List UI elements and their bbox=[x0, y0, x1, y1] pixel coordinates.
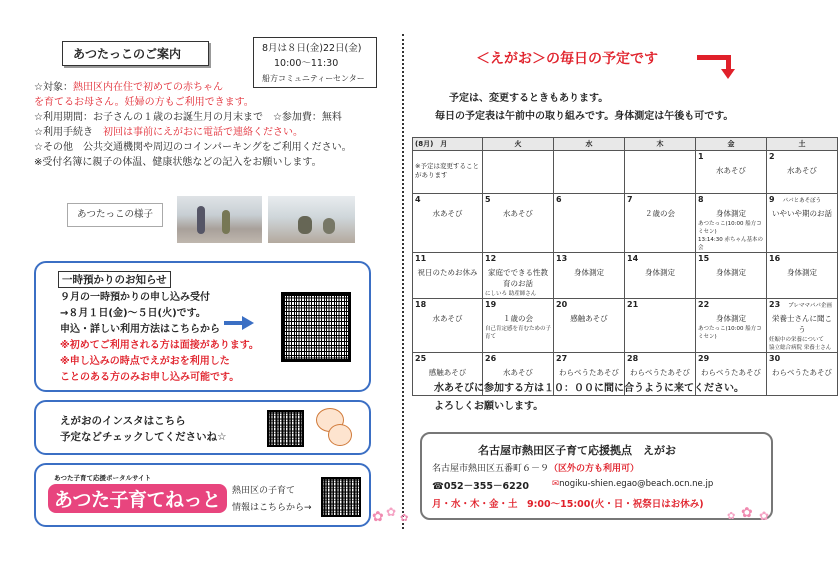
red-arrow-shaft bbox=[697, 55, 729, 60]
calendar-day: 21 bbox=[625, 299, 696, 353]
portal-caption: あつた子育て応援ポータルサイト bbox=[54, 474, 152, 482]
calendar-header: 金 bbox=[696, 138, 767, 151]
calendar-header: 火 bbox=[483, 138, 554, 151]
calendar-day bbox=[625, 151, 696, 194]
schedule-place: 船方コミュニティーセンター bbox=[262, 74, 365, 83]
temp-care-line: ９月の一時預かりの申し込み受付 bbox=[60, 292, 210, 303]
temp-care-box bbox=[34, 261, 371, 392]
calendar-day: 5 水あそび bbox=[483, 194, 554, 253]
temp-care-line: ※申し込みの時点でえがおを利用した bbox=[60, 356, 230, 367]
arrow-right-icon bbox=[242, 316, 254, 330]
contact-address-note: （区外の方も利用可） bbox=[549, 464, 640, 474]
contact-email[interactable]: nogiku-shien.egao@beach.ocn.ne.jp bbox=[559, 479, 714, 489]
water-note-2: よろしくお願いします。 bbox=[434, 401, 544, 412]
portal-box bbox=[34, 463, 371, 527]
calendar-day: 23 プレママパパ企画 栄養士さんに聞こう 妊娠中の栄養について 協立総合病院 栄養士さん bbox=[767, 299, 838, 353]
calendar-day: 12 家庭でできる性教育のお話 にしいろ 助産師さん bbox=[483, 253, 554, 299]
temp-care-title: 一時預かりのお知らせ bbox=[58, 271, 171, 288]
calendar-day bbox=[554, 151, 625, 194]
calendar-day: 18 水あそび bbox=[413, 299, 483, 353]
flower-decoration-right: ✿ ✿ ✿ bbox=[727, 505, 770, 523]
calendar-week bbox=[413, 194, 838, 253]
info-line: ☆その他 公共交通機関や周辺のコインパーキングをご利用ください。 bbox=[34, 142, 352, 153]
calendar-header: 水 bbox=[554, 138, 625, 151]
schedule-note-2: 毎日の予定表は午前中の取り組みです。身体測定は午後も可です。 bbox=[435, 111, 734, 122]
guide-info bbox=[34, 80, 384, 170]
calendar-day: 11 祝日のためお休み bbox=[413, 253, 483, 299]
schedule-dates: 8月は８日(金)22日(金) bbox=[262, 43, 362, 54]
portal-qr[interactable] bbox=[321, 477, 361, 517]
insta-line2: 予定などチェックしてくださいね☆ bbox=[60, 431, 227, 443]
calendar-day: 6 bbox=[554, 194, 625, 253]
temp-care-line: 申込・詳しい利用方法はこちらから bbox=[60, 324, 220, 335]
temp-care-qr[interactable] bbox=[281, 292, 351, 362]
calendar-day: 14 身体測定 bbox=[625, 253, 696, 299]
calendar bbox=[412, 137, 838, 396]
calendar-day: 29 わらべうたあそび bbox=[696, 353, 767, 396]
contact-hours: 月・水・木・金・土 9:00～15:00(火・日・祝祭日はお休み) bbox=[432, 499, 704, 510]
calendar-day: 22 身体測定 あつたっこ(10:00 船方コミセン) bbox=[696, 299, 767, 353]
info-line: ☆利用期間：お子さんの１歳のお誕生月の月末まで ☆参加費：無料 bbox=[34, 112, 342, 123]
calendar-day: 13 身体測定 bbox=[554, 253, 625, 299]
contact-name: 名古屋市熱田区子育て応援拠点 えがお bbox=[478, 444, 676, 457]
schedule-note-1: 予定は、変更するときもあります。 bbox=[449, 93, 609, 104]
calendar-day: 9 パパとあそぼう いやいや期のお話 bbox=[767, 194, 838, 253]
schedule-time: 10:00～11:30 bbox=[274, 58, 339, 69]
calendar-day: 20 感触あそび bbox=[554, 299, 625, 353]
temp-care-lines bbox=[60, 290, 259, 386]
calendar-day: 27 わらべうたあそび bbox=[554, 353, 625, 396]
calendar-day: 25 感触あそび bbox=[413, 353, 483, 396]
portal-line2: 情報はこちらから→ bbox=[232, 503, 312, 513]
calendar-day: 16 身体測定 bbox=[767, 253, 838, 299]
flower-decoration-left: ✿ ✿ ✿ bbox=[372, 505, 409, 525]
calendar-day: 28 わらべうたあそび bbox=[625, 353, 696, 396]
calendar-day: 8 身体測定 あつたっこ(10:00 船方コミセン) 13:14:30 赤ちゃん基本の会 bbox=[696, 194, 767, 253]
portal-line1: 熱田区の子育て bbox=[232, 486, 296, 496]
calendar-day: 30 わらべうたあそび bbox=[767, 353, 838, 396]
photo-label: あつたっこの様子 bbox=[67, 203, 163, 227]
calendar-day: 15 身体測定 bbox=[696, 253, 767, 299]
info-line: ※受付名簿に親子の体温、健康状態などの記入をお願いします。 bbox=[34, 157, 322, 168]
calendar-day bbox=[483, 151, 554, 194]
portal-logo[interactable]: あつた子育てねっと bbox=[48, 484, 227, 513]
calendar-day: 4 水あそび bbox=[413, 194, 483, 253]
insta-box bbox=[34, 400, 371, 455]
contact-tel[interactable]: ☎052－355－6220 bbox=[432, 481, 529, 492]
calendar-day: 19 １歳の会 自己肯定感を育むための子育て bbox=[483, 299, 554, 353]
calendar-header: 土 bbox=[767, 138, 838, 151]
temp-care-line: →８月１日(金)～５日(火)です。 bbox=[60, 308, 206, 319]
insta-qr[interactable] bbox=[267, 410, 304, 447]
temp-care-line: ことのある方のみお申し込み可能です。 bbox=[60, 372, 240, 383]
calendar-day: 26 水あそび bbox=[483, 353, 554, 396]
arrow-down-icon bbox=[721, 69, 735, 79]
photo-1 bbox=[177, 196, 262, 243]
contact-address: 名古屋市熱田区五番町６－９ bbox=[432, 464, 550, 474]
calendar-day: 2 水あそび bbox=[767, 151, 838, 194]
insta-line1: えがおのインスタはこちら bbox=[60, 415, 186, 427]
calendar-week bbox=[413, 299, 838, 353]
smile-face-icon-2 bbox=[328, 424, 352, 446]
calendar-header: (8月) 月 bbox=[413, 138, 483, 151]
calendar-header: 木 bbox=[625, 138, 696, 151]
photo-2 bbox=[268, 196, 355, 243]
arrow-shaft bbox=[224, 321, 242, 325]
calendar-day: 7 ２歳の会 bbox=[625, 194, 696, 253]
info-line: を育てるお母さん。妊婦の方もご利用できます。 bbox=[34, 97, 254, 108]
mail-icon: ✉ bbox=[552, 479, 560, 489]
calendar-day: 1 水あそび bbox=[696, 151, 767, 194]
page-divider bbox=[402, 34, 404, 529]
temp-care-line: ※初めてご利用される方は面接があります。 bbox=[60, 340, 259, 351]
guide-title: あつたっこのご案内 bbox=[62, 41, 209, 66]
info-line: ☆対象：熱田区内在住で初めての赤ちゃん bbox=[34, 82, 223, 93]
contact-box bbox=[420, 432, 773, 520]
calendar-day: ※予定は変更することがあります bbox=[413, 151, 483, 194]
water-note-1: 水あそびに参加する方は１０：００に間に合うように来てください。 bbox=[434, 383, 744, 394]
calendar-week bbox=[413, 151, 838, 194]
calendar-week bbox=[413, 253, 838, 299]
right-title: ＜えがお＞の毎日の予定です bbox=[476, 51, 658, 67]
info-line: ☆利用手続き 初回は事前にえがおに電話で連絡ください。 bbox=[34, 127, 303, 138]
